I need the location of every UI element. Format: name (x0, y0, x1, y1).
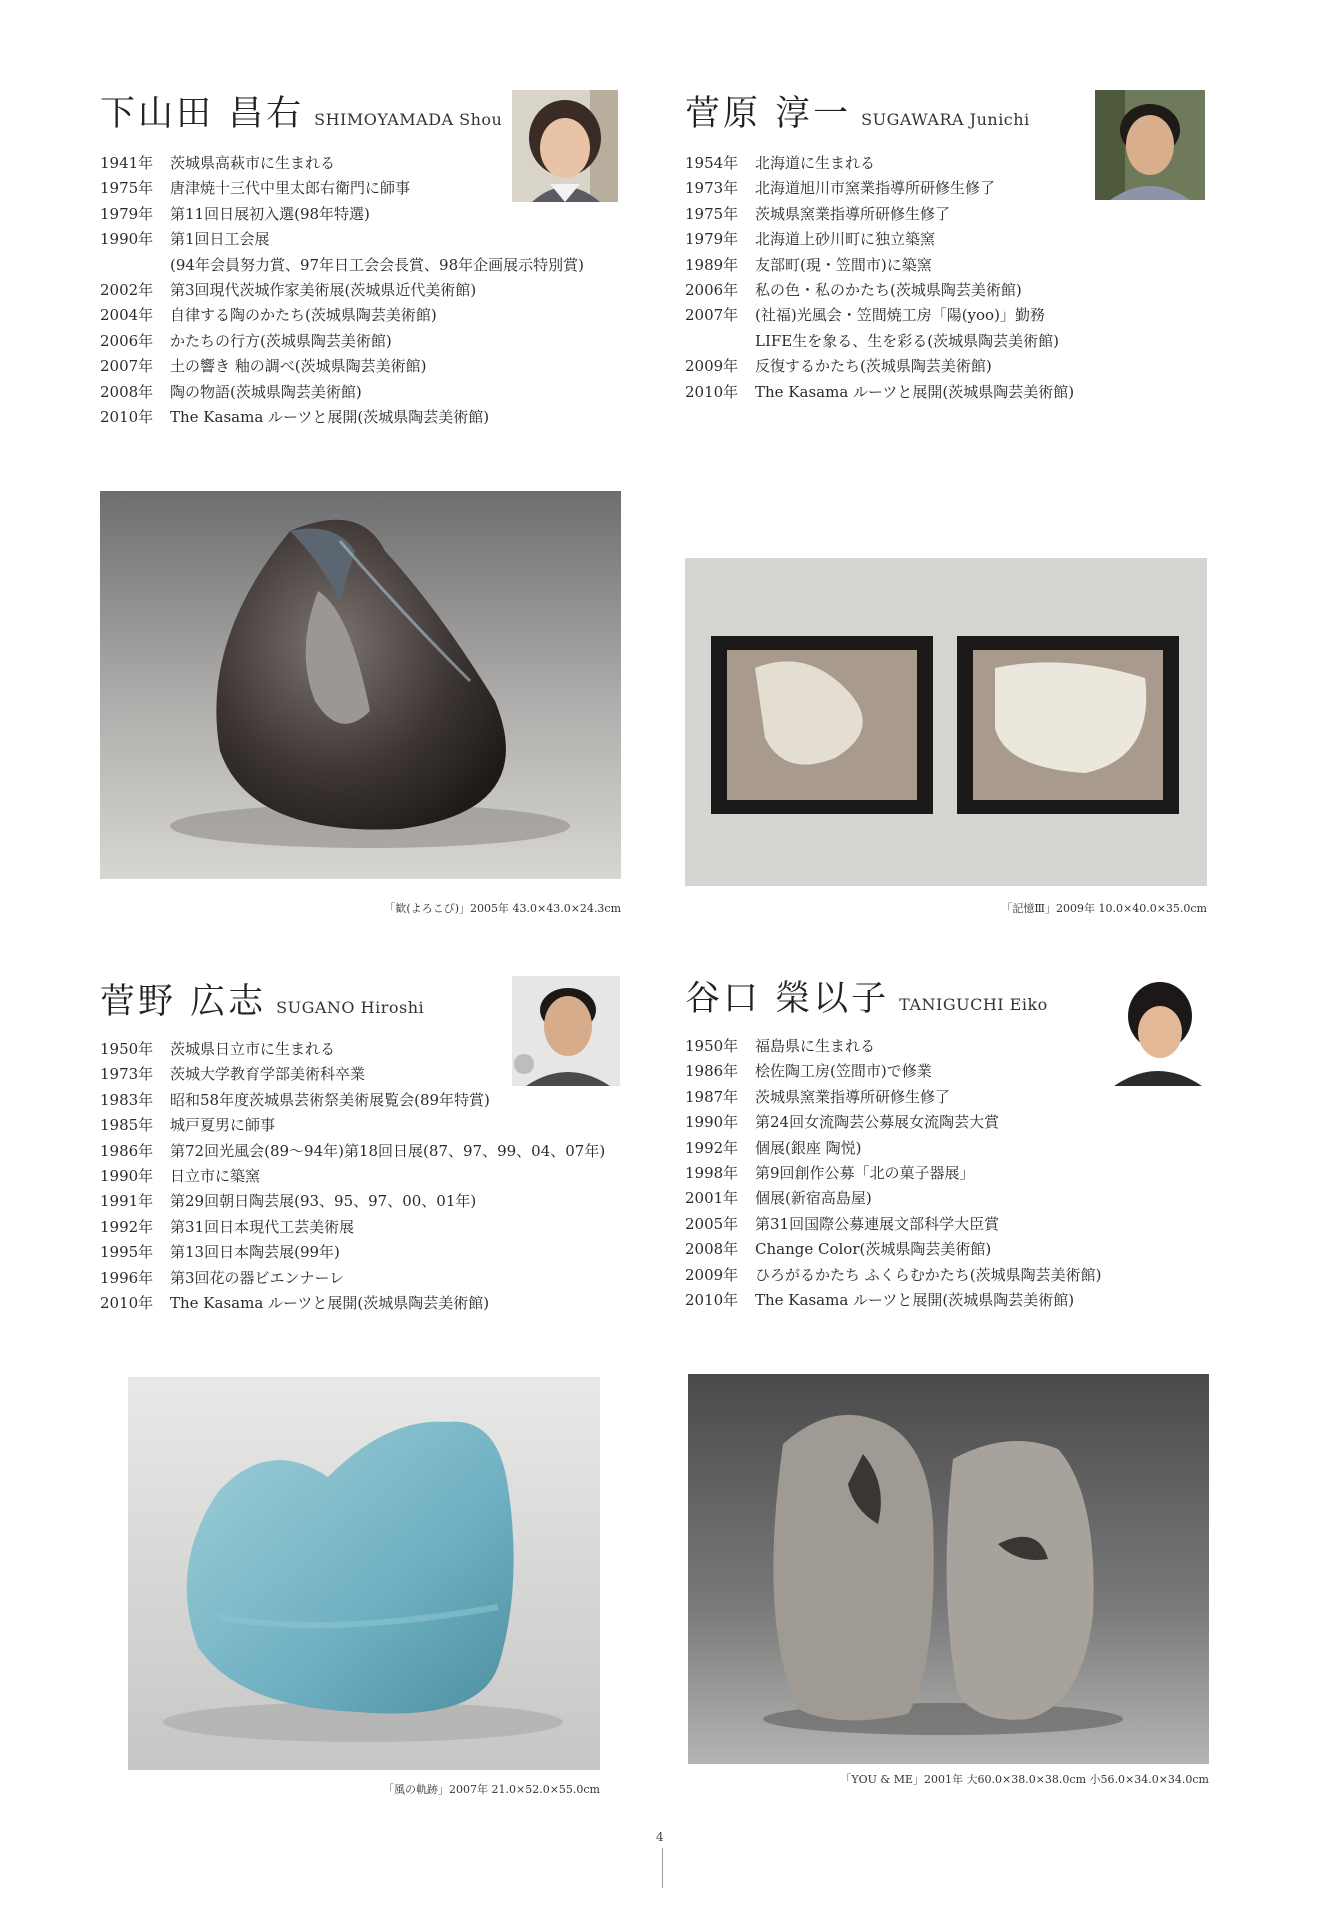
bio-item (100, 202, 584, 227)
bio-text: 個展(銀座 陶悦) (755, 1138, 862, 1157)
bio-year: 1950年 (100, 1040, 154, 1058)
bio-item (100, 354, 584, 379)
bio-year: 2004年 (100, 306, 154, 325)
bio-year: 1996年 (100, 1268, 154, 1287)
bio-year: 2010年 (685, 1291, 739, 1310)
bio-text: 友部町(現・笠間市)に築窯 (755, 255, 932, 274)
bio-year: 2010年 (100, 408, 154, 427)
bio-item (685, 278, 1074, 303)
bio-item (100, 227, 584, 252)
bio-year: 1973年 (100, 1065, 154, 1084)
bio-text: 茨城県窯業指導所研修生修了 (755, 1087, 951, 1106)
bio-text: 福島県に生まれる (755, 1037, 876, 1055)
bio-year: 1950年 (685, 1037, 739, 1055)
bio-year: 1954年 (685, 154, 739, 172)
biography-list (685, 151, 1074, 405)
bio-year: 2002年 (100, 281, 154, 300)
bio-year: 1992年 (100, 1217, 154, 1236)
bio-text: 第3回現代茨城作家美術展(茨城県近代美術館) (170, 281, 477, 300)
bio-year: 1986年 (685, 1062, 739, 1081)
bio-text: 桧佐陶工房(笠間市)で修業 (755, 1062, 932, 1081)
bio-item (685, 1186, 1101, 1211)
bio-item (100, 1113, 605, 1138)
bio-text: The Kasama ルーツと展開(茨城県陶芸美術館) (755, 1291, 1075, 1310)
bio-text: 反復するかたち(茨城県陶芸美術館) (755, 357, 992, 376)
bio-text: 茨城県窯業指導所研修生修了 (755, 204, 951, 223)
artist-portrait (1095, 90, 1205, 200)
bio-item (100, 1215, 605, 1240)
bio-year: 2005年 (685, 1214, 739, 1233)
bio-year: 1991年 (100, 1192, 154, 1211)
bio-text: 第11回日展初入選(98年特選) (170, 204, 370, 223)
bio-text: 第29回朝日陶芸展(93、95、97、00、01年) (170, 1192, 477, 1211)
bio-item (685, 1034, 1101, 1059)
bio-text: 唐津焼十三代中里太郎右衛門に師事 (170, 179, 411, 198)
bio-year: 2008年 (100, 382, 154, 401)
bio-year: 1986年 (100, 1141, 154, 1160)
bio-item (685, 303, 1074, 328)
bio-item (100, 1164, 605, 1189)
bio-year: 1975年 (100, 179, 154, 198)
bio-text: 昭和58年度茨城県芸術祭美術展覧会(89年特賞) (170, 1090, 490, 1109)
artwork-caption: 「YOU & ME」2001年 大60.0×38.0×38.0cm 小56.0×34.0×34.0cm (840, 1773, 1209, 1786)
bio-text: LIFE生を象る、生を彩る(茨城県陶芸美術館) (755, 331, 1059, 350)
artwork-photo (100, 491, 621, 879)
bio-text: 第9回創作公募「北の菓子器展」 (755, 1164, 975, 1183)
bio-text: 城戸夏男に師事 (170, 1116, 276, 1135)
bio-item (100, 278, 584, 303)
bio-item (100, 176, 584, 201)
bio-year: 2008年 (685, 1240, 739, 1259)
artwork-caption: 「記憶Ⅲ」2009年 10.0×40.0×35.0cm (1001, 902, 1207, 915)
bio-text: (社福)光風会・笠間焼工房「陽(yoo)」勤務 (755, 306, 1045, 325)
bio-text: The Kasama ルーツと展開(茨城県陶芸美術館) (170, 1294, 490, 1313)
bio-item (685, 1059, 1101, 1084)
bio-text: 北海道に生まれる (755, 154, 876, 172)
bio-item (100, 1266, 605, 1291)
bio-year: 1990年 (100, 230, 154, 249)
bio-item (685, 176, 1074, 201)
artist-name (685, 86, 1030, 136)
artwork-photo (685, 558, 1207, 886)
bio-year: 1975年 (685, 204, 739, 223)
bio-item (100, 151, 584, 176)
bio-text: (94年会員努力賞、97年日工会会長賞、98年企画展示特別賞) (170, 255, 584, 274)
bio-item (685, 1288, 1101, 1313)
bio-item (685, 1212, 1101, 1237)
bio-year: 1979年 (685, 230, 739, 249)
bio-item (685, 1110, 1101, 1135)
artist-name (100, 86, 502, 136)
artwork-caption: 「歓(よろこび)」2005年 43.0×43.0×24.3cm (384, 902, 621, 915)
artist-name (685, 971, 1048, 1021)
bio-text: 北海道上砂川町に独立築窯 (755, 230, 936, 249)
bio-text: 第3回花の器ビエンナーレ (170, 1268, 345, 1287)
bio-item (685, 1237, 1101, 1262)
bio-text: 第72回光風会(89～94年)第18回日展(87、97、99、04、07年) (170, 1141, 606, 1160)
bio-item (100, 1088, 605, 1113)
bio-year: 1983年 (100, 1090, 154, 1109)
artist-name-jp: 谷口 榮以子 (685, 979, 890, 1019)
artist-name-jp: 菅原 淳一 (685, 94, 852, 134)
bio-text: 第24回女流陶芸公募展女流陶芸大賞 (755, 1113, 1000, 1132)
bio-item (685, 1161, 1101, 1186)
bio-year: 1941年 (100, 154, 154, 172)
artist-name-jp: 下山田 昌右 (100, 94, 305, 134)
bio-text: 個展(新宿高島屋) (755, 1189, 872, 1208)
bio-item (685, 1263, 1101, 1288)
bio-item (100, 253, 584, 278)
bio-year: 1979年 (100, 204, 154, 223)
bio-year: 2009年 (685, 1265, 739, 1284)
bio-item (100, 1189, 605, 1214)
bio-text: The Kasama ルーツと展開(茨城県陶芸美術館) (170, 408, 490, 427)
bio-year: 1990年 (685, 1113, 739, 1132)
bio-text: 第31回日本現代工芸美術展 (170, 1217, 355, 1236)
page-divider (662, 1848, 663, 1888)
bio-item (100, 1291, 605, 1316)
bio-item (100, 329, 584, 354)
bio-year: 2009年 (685, 357, 739, 376)
bio-item (685, 329, 1074, 354)
bio-item (685, 202, 1074, 227)
bio-item (685, 151, 1074, 176)
bio-text: 第1回日工会展 (170, 230, 270, 249)
bio-text: 茨城大学教育学部美術科卒業 (170, 1065, 366, 1084)
bio-item (685, 227, 1074, 252)
bio-text: 自律する陶のかたち(茨城県陶芸美術館) (170, 306, 437, 325)
page-number: 4 (656, 1830, 664, 1844)
bio-text: 陶の物語(茨城県陶芸美術館) (170, 382, 362, 401)
bio-year: 2010年 (685, 382, 739, 401)
bio-text: かたちの行方(茨城県陶芸美術館) (170, 331, 392, 350)
bio-item (100, 1037, 605, 1062)
bio-item (100, 380, 584, 405)
bio-text: 私の色・私のかたち(茨城県陶芸美術館) (755, 281, 1022, 300)
bio-text: 北海道旭川市窯業指導所研修生修了 (755, 179, 996, 198)
bio-text: ひろがるかたち ふくらむかたち(茨城県陶芸美術館) (755, 1265, 1102, 1284)
biography-list (100, 1037, 605, 1316)
artist-name-en: SUGANO Hiroshi (276, 998, 425, 1017)
bio-item (685, 1085, 1101, 1110)
bio-year: 2006年 (100, 331, 154, 350)
bio-year: 2001年 (685, 1189, 739, 1208)
artist-name-jp: 菅野 広志 (100, 982, 267, 1022)
bio-item (685, 1136, 1101, 1161)
bio-item (100, 303, 584, 328)
bio-year: 2007年 (100, 357, 154, 376)
bio-year: 1992年 (685, 1138, 739, 1157)
bio-item (100, 1139, 605, 1164)
bio-item (100, 405, 584, 430)
bio-text: 日立市に築窯 (170, 1167, 261, 1186)
bio-year: 1985年 (100, 1116, 154, 1135)
bio-item (685, 253, 1074, 278)
artist-name-en: SHIMOYAMADA Shou (314, 110, 503, 129)
bio-text: 第31回国際公募連展文部科学大臣賞 (755, 1214, 1000, 1233)
artist-name (100, 974, 424, 1024)
bio-text: 土の響き 釉の調べ(茨城県陶芸美術館) (170, 357, 427, 376)
artist-name-en: TANIGUCHI Eiko (899, 995, 1048, 1014)
bio-year: 1995年 (100, 1243, 154, 1262)
bio-year: 1973年 (685, 179, 739, 198)
artwork-photo (688, 1374, 1209, 1764)
bio-year: 2007年 (685, 306, 739, 325)
bio-item (685, 354, 1074, 379)
artist-name-en: SUGAWARA Junichi (861, 110, 1030, 129)
bio-item (100, 1062, 605, 1087)
biography-list (685, 1034, 1101, 1313)
bio-text: Change Color(茨城県陶芸美術館) (755, 1240, 992, 1259)
bio-item (685, 380, 1074, 405)
bio-item (100, 1240, 605, 1265)
bio-year: 2010年 (100, 1294, 154, 1313)
bio-year: 1990年 (100, 1167, 154, 1186)
bio-text: 第13回日本陶芸展(99年) (170, 1243, 340, 1262)
artwork-caption: 「風の軌跡」2007年 21.0×52.0×55.0cm (383, 1783, 600, 1796)
bio-year: 2006年 (685, 281, 739, 300)
bio-year: 1989年 (685, 255, 739, 274)
artist-portrait (1110, 976, 1206, 1086)
bio-text: 茨城県日立市に生まれる (170, 1040, 336, 1058)
bio-text: 茨城県高萩市に生まれる (170, 154, 336, 172)
bio-text: The Kasama ルーツと展開(茨城県陶芸美術館) (755, 382, 1075, 401)
artwork-photo (128, 1377, 600, 1770)
bio-year: 1987年 (685, 1087, 739, 1106)
bio-year: 1998年 (685, 1164, 739, 1183)
biography-list (100, 151, 584, 430)
